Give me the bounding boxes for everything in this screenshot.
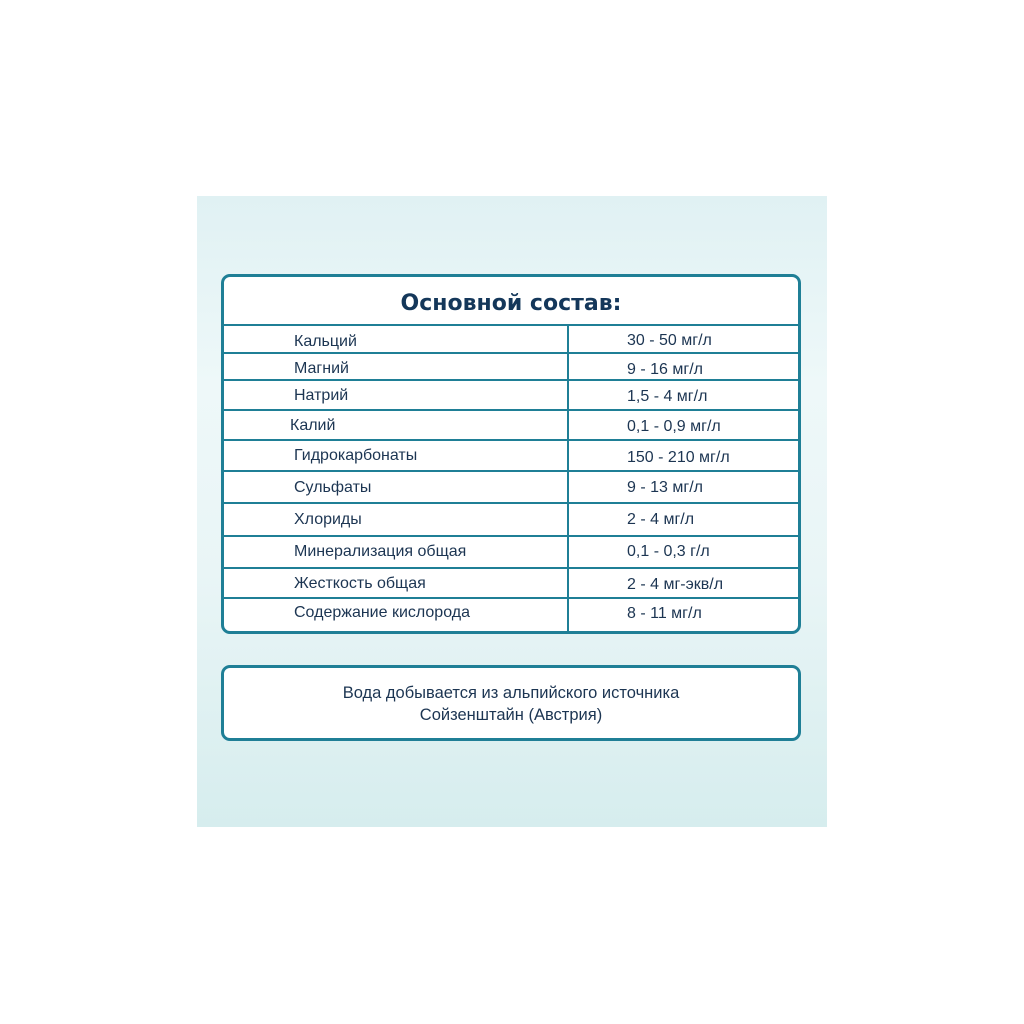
table-row (224, 411, 798, 441)
column-divider (567, 326, 569, 631)
row-name: Кальций (294, 333, 357, 350)
row-value: 150 - 210 мг/л (627, 449, 730, 466)
table-row (224, 537, 798, 569)
composition-table (221, 274, 801, 634)
row-value: 0,1 - 0,3 г/л (627, 543, 710, 560)
source-note-box (221, 665, 801, 741)
table-row (224, 381, 798, 411)
row-name: Хлориды (294, 511, 362, 528)
table-row (224, 354, 798, 381)
source-line-1: Вода добывается из альпийского источника (342, 684, 680, 702)
row-name: Калий (290, 417, 336, 434)
row-name: Минерализация общая (294, 543, 467, 560)
table-row (224, 441, 798, 472)
source-line-2: Сойзенштайн (Австрия) (419, 706, 603, 724)
table-title: Основной состав: (224, 277, 798, 326)
row-value: 2 - 4 мг-экв/л (627, 576, 724, 593)
row-value: 0,1 - 0,9 мг/л (627, 418, 721, 435)
row-value: 9 - 13 мг/л (627, 479, 703, 496)
table-row (224, 472, 798, 504)
source-note (224, 682, 798, 726)
table-row (224, 504, 798, 537)
row-name: Гидрокарбонаты (294, 447, 418, 464)
row-value: 1,5 - 4 мг/л (627, 388, 708, 405)
table-row (224, 599, 798, 631)
row-name: Жесткость общая (294, 575, 426, 592)
row-value: 30 - 50 мг/л (627, 332, 712, 349)
row-value: 2 - 4 мг/л (627, 511, 695, 528)
row-name: Сульфаты (294, 479, 372, 496)
row-name: Натрий (294, 387, 349, 404)
row-value: 9 - 16 мг/л (627, 361, 703, 378)
row-name: Содержание кислорода (294, 604, 470, 621)
row-value: 8 - 11 мг/л (627, 605, 702, 622)
table-row (224, 569, 798, 599)
table-row (224, 326, 798, 354)
row-name: Магний (294, 360, 349, 377)
